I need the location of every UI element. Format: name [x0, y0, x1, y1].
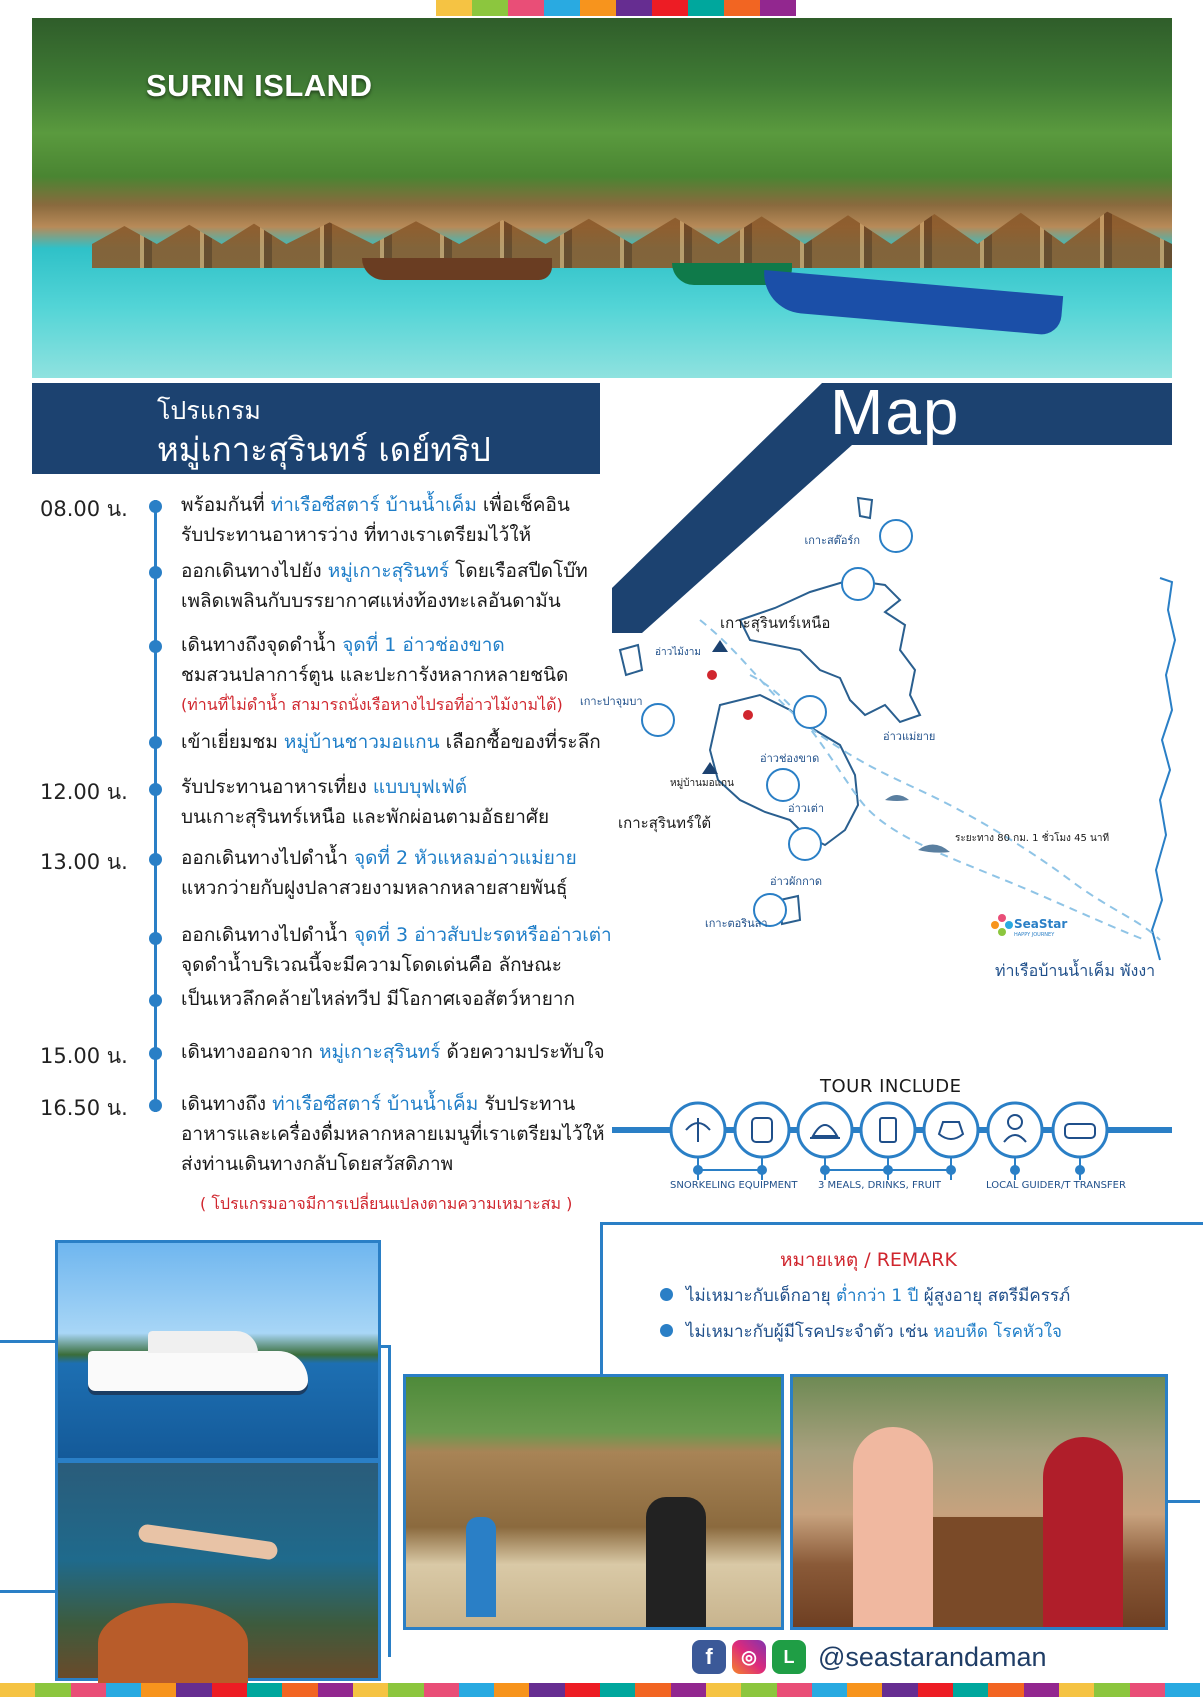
strip-swatch: [760, 0, 796, 16]
map-label-ao-phakkad: อ่าวผักกาด: [770, 875, 823, 888]
strip-swatch: [71, 1683, 106, 1697]
timeline-dot: [149, 783, 162, 796]
frame-line: [0, 1340, 56, 1343]
photo-buffet-lunch: [790, 1374, 1168, 1630]
coral: [98, 1603, 248, 1683]
timeline-dot: [149, 736, 162, 749]
drink-icon: [861, 1103, 915, 1157]
strip-swatch: [580, 0, 616, 16]
program-name: หมู่เกาะสุรินทร์ เดย์ทริป: [157, 430, 491, 469]
strip-swatch: [141, 1683, 176, 1697]
map-label-ao-mae-yai: อ่าวแม่ยาย: [883, 730, 936, 743]
map-label-seastar-sub: HAPPY JOURNEY: [1014, 932, 1055, 938]
life-jacket-icon: [735, 1103, 789, 1157]
strip-swatch: [459, 1683, 494, 1697]
tour-label-meals: 3 MEALS, DRINKS, FRUIT: [818, 1180, 942, 1191]
timeline-dot: [149, 640, 162, 653]
speedboat: [88, 1351, 308, 1391]
timeline-dot: [149, 1047, 162, 1060]
remark-title: หมายเหตุ / REMARK: [780, 1249, 957, 1271]
social-handle[interactable]: @seastarandaman: [818, 1641, 1047, 1672]
schedule-time: 08.00 น.: [40, 497, 128, 521]
schedule-text: ส่งท่านเดินทางกลับโดยสวัสดิภาพ: [181, 1153, 454, 1175]
schedule-text: ชมสวนปลาการ์ตูน และปะการังหลากหลายชนิด: [181, 664, 569, 686]
strip-swatch: [424, 1683, 459, 1697]
timeline-dot: [149, 500, 162, 513]
strip-swatch: [741, 1683, 776, 1697]
strip-swatch: [600, 1683, 635, 1697]
schedule-highlight: แบบบุฟเฟ่ต์: [372, 776, 468, 798]
schedule-item: [181, 1037, 621, 1067]
schedule-item: [181, 843, 621, 903]
strip-swatch: [812, 1683, 847, 1697]
strip-swatch: [1024, 1683, 1059, 1697]
schedule-text: ออกเดินทางไปดำน้ำ: [181, 924, 354, 946]
hero-title: SURIN ISLAND: [146, 68, 373, 103]
social-links: [692, 1640, 1047, 1674]
stilt-huts: [92, 208, 1172, 268]
schedule-text: เพลิดเพลินกับบรรยากาศแห่งท้องทะเลอันดามัน: [181, 590, 561, 612]
strip-swatch: [706, 1683, 741, 1697]
strip-swatch: [436, 0, 472, 16]
schedule-text: บนเกาะสุรินทร์เหนือ และพักผ่อนตามอัธยาศัย: [181, 806, 550, 828]
schedule-time: 12.00 น.: [40, 780, 128, 804]
remark-bullet: [660, 1288, 673, 1301]
schedule-highlight: จุดที่ 1 อ่าวช่องขาด: [342, 634, 505, 656]
strip-swatch: [282, 1683, 317, 1697]
fruit-basket-icon: [924, 1103, 978, 1157]
strip-swatch: [953, 1683, 988, 1697]
strip-swatch: [847, 1683, 882, 1697]
schedule-text: โดยเรือสปีดโบ๊ท: [449, 560, 588, 582]
map-label-ao-tao: อ่าวเต่า: [788, 802, 825, 815]
strip-swatch: [106, 1683, 141, 1697]
schedule-highlight: หมู่เกาะสุรินทร์: [327, 560, 450, 582]
schedule-text: จุดดำน้ำบริเวณนี้จะมีความโดดเด่นคือ ลักษณะ: [181, 954, 562, 976]
strip-swatch: [635, 1683, 670, 1697]
snorkeler: [137, 1523, 278, 1560]
map-label-moken-village: หมู่บ้านมอแกน: [670, 778, 734, 789]
strip-swatch: [0, 1683, 35, 1697]
schedule-item: [181, 630, 621, 720]
schedule-text: รับประทานอาหารเที่ยง: [181, 776, 373, 798]
schedule-text: เข้าเยี่ยมชม: [181, 731, 284, 753]
guest: [853, 1427, 933, 1627]
schedule-text: รับประทาน: [478, 1093, 576, 1115]
schedule-text: เลือกซื้อของที่ระลึก: [439, 731, 601, 753]
schedule-item: [181, 490, 621, 550]
meal-cloche-icon: [798, 1103, 852, 1157]
strip-swatch: [724, 0, 760, 16]
facebook-icon[interactable]: f: [692, 1640, 726, 1674]
photo-snorkeling: [55, 1460, 381, 1681]
schedule-text: เดินทางถึงจุดดำน้ำ: [181, 634, 343, 656]
schedule-item: [181, 727, 621, 757]
strip-swatch: [652, 0, 688, 16]
van-icon: [1053, 1103, 1107, 1157]
timeline-dot: [149, 566, 162, 579]
schedule-text: เป็นเหวลึกคล้ายไหล่ทวีป มีโอกาศเจอสัตว์หายาก: [181, 988, 576, 1010]
schedule-text: ออกเดินทางไปดำน้ำ: [181, 847, 354, 869]
strip-swatch: [882, 1683, 917, 1697]
schedule-text: เพื่อเช็คอิน: [476, 494, 570, 516]
strip-swatch: [176, 1683, 211, 1697]
schedule-item: [181, 984, 621, 1014]
timeline-dot: [149, 994, 162, 1007]
tour-label-guide: LOCAL GUIDE: [986, 1180, 1054, 1191]
longtail-boat: [362, 258, 552, 280]
tourist: [466, 1517, 496, 1617]
tourist: [646, 1497, 706, 1627]
map-label-ao-chong-khad: อ่าวช่องขาด: [760, 752, 820, 765]
strip-swatch: [1130, 1683, 1165, 1697]
strip-swatch: [565, 1683, 600, 1697]
strip-swatch: [616, 0, 652, 16]
strip-swatch: [1094, 1683, 1129, 1697]
schedule-item: [181, 772, 621, 832]
frame-line: [0, 1590, 56, 1593]
instagram-icon[interactable]: ◎: [732, 1640, 766, 1674]
schedule-disclaimer: ( โปรแกรมอาจมีการเปลี่ยนแปลงตามความเหมาะสม ): [200, 1194, 573, 1213]
program-label: โปรแกรม: [157, 396, 261, 425]
schedule-highlight: ท่าเรือซีสตาร์ บ้านน้ำเค็ม: [272, 1093, 479, 1115]
map-title: Map: [830, 376, 961, 448]
strip-swatch: [688, 0, 724, 16]
schedule-text: อาหารและเครื่องดื่มหลากหลายเมนูที่เราเตรียมไว้ให้: [181, 1123, 605, 1145]
timeline-dot: [149, 1099, 162, 1112]
map-label-ko-torinla: เกาะตอรินลา: [705, 917, 768, 930]
schedule-text: เดินทางถึง: [181, 1093, 273, 1115]
strip-swatch: [988, 1683, 1023, 1697]
tour-include-title: TOUR INCLUDE: [820, 1076, 962, 1097]
strip-swatch: [247, 1683, 282, 1697]
strip-swatch: [318, 1683, 353, 1697]
strip-swatch: [353, 1683, 388, 1697]
program-title-banner: [32, 383, 600, 474]
map-label-ao-mai-ngam: อ่าวไม้งาม: [655, 647, 701, 658]
map-label-ko-surin-tai: เกาะสุรินทร์ใต้: [618, 814, 712, 832]
schedule-text: แหวกว่ายกับฝูงปลาสวยงามหลากหลายสายพันธุ์: [181, 877, 568, 899]
strip-swatch: [777, 1683, 812, 1697]
map-label-seastar: SeaStar: [1014, 917, 1068, 931]
route-map: [580, 500, 1180, 980]
strip-swatch: [35, 1683, 70, 1697]
brand-color-strip-bottom: [0, 1683, 1200, 1697]
longtail-boat: [761, 270, 1063, 336]
strip-swatch: [472, 0, 508, 16]
schedule-time: 16.50 น.: [40, 1096, 128, 1120]
photo-moken-village: [403, 1374, 784, 1630]
schedule-highlight: หมู่เกาะสุรินทร์: [318, 1041, 441, 1063]
schedule-item: [181, 556, 621, 616]
line-icon[interactable]: L: [772, 1640, 806, 1674]
strip-swatch: [671, 1683, 706, 1697]
guest: [1043, 1437, 1123, 1627]
map-label-pier: ท่าเรือบ้านน้ำเค็ม พังงา: [995, 961, 1156, 980]
schedule-text: ออกเดินทางไปยัง: [181, 560, 328, 582]
strip-swatch: [508, 0, 544, 16]
strip-swatch: [544, 0, 580, 16]
schedule-highlight: หมู่บ้านชาวมอแกน: [283, 731, 440, 753]
remark-item: ไม่เหมาะกับเด็กอายุ ต่ำกว่า 1 ปี ผู้สูงอายุ สตรีมีครรภ์: [686, 1286, 1071, 1306]
strip-swatch: [388, 1683, 423, 1697]
frame-line: [388, 1345, 391, 1657]
strip-swatch: [918, 1683, 953, 1697]
schedule-text: รับประทานอาหารว่าง ที่ทางเราเตรียมไว้ให้: [181, 524, 532, 546]
schedule-text: พร้อมกันที่: [181, 494, 271, 516]
strip-swatch: [1165, 1683, 1200, 1697]
map-label-distance: ระยะทาง 80 กม. 1 ชั่วโมง 45 นาที: [955, 833, 1110, 844]
photo-speedboat: [55, 1240, 381, 1461]
schedule-note-red: (ท่านที่ไม่ดำน้ำ สามารถนั่งเรือหางไปรอที่อ่าวไม้งามได้): [181, 695, 563, 714]
strip-swatch: [1059, 1683, 1094, 1697]
schedule-item: [181, 920, 621, 980]
timeline-line: [154, 500, 157, 1112]
tour-label-snorkel: SNORKELING EQUIPMENT: [670, 1180, 798, 1191]
remark-item: ไม่เหมาะกับผู้มีโรคประจำตัว เช่น หอบหืด โรคหัวใจ: [686, 1322, 1062, 1342]
schedule-text: เดินทางออกจาก: [181, 1041, 319, 1063]
map-label-ko-pachumba: เกาะปาจุมบา: [580, 695, 643, 708]
timeline-dot: [149, 853, 162, 866]
schedule-highlight: จุดที่ 2 หัวแหลมอ่าวแม่ยาย: [353, 847, 577, 869]
tour-label-transfer: R/T TRANSFER: [1054, 1180, 1126, 1191]
schedule-time: 13.00 น.: [40, 850, 128, 874]
schedule-highlight: ท่าเรือซีสตาร์ บ้านน้ำเค็ม: [270, 494, 477, 516]
schedule-highlight: จุดที่ 3 อ่าวสับปะรดหรืออ่าวเต่า: [353, 924, 612, 946]
map-label-ko-stork: เกาะสต๊อร์ก: [804, 534, 860, 547]
schedule-item: [181, 1089, 621, 1179]
schedule-text: ด้วยความประทับใจ: [440, 1041, 605, 1063]
remark-bullet: [660, 1324, 673, 1337]
strip-swatch: [494, 1683, 529, 1697]
schedule-time: 15.00 น.: [40, 1044, 128, 1068]
brand-color-strip-top: [436, 0, 796, 16]
timeline-dot: [149, 932, 162, 945]
strip-swatch: [529, 1683, 564, 1697]
map-label-ko-surin-nuea: เกาะสุรินทร์เหนือ: [720, 614, 831, 632]
strip-swatch: [212, 1683, 247, 1697]
